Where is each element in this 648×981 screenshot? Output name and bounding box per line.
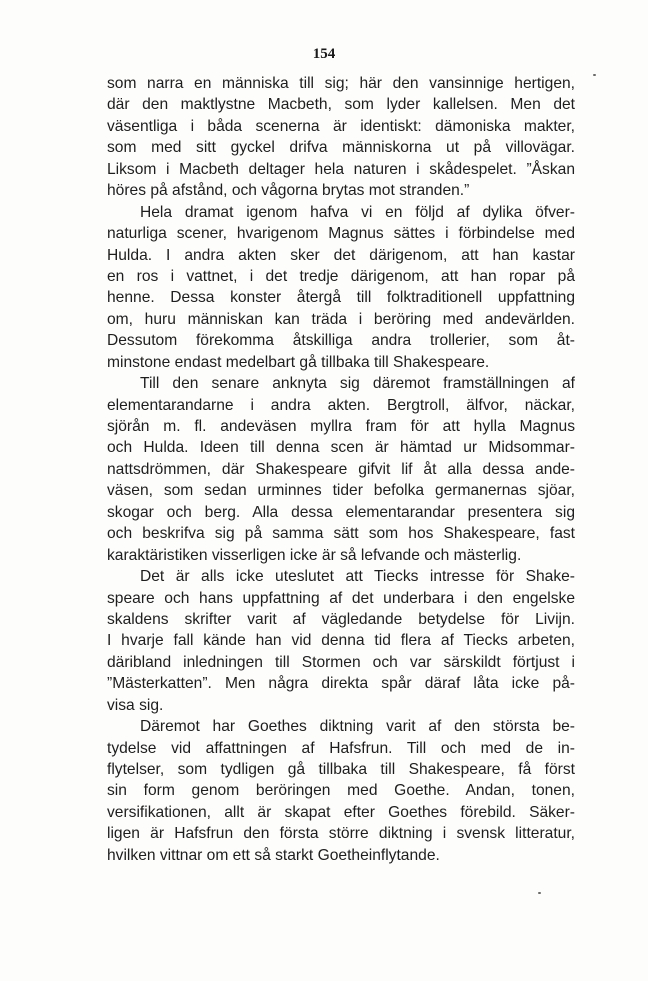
text-line: Hulda. I andra akten sker det därigenom, att han kastar (107, 246, 575, 264)
text-line: Till den senare anknyta sig däremot framställningen af (140, 375, 575, 393)
text-line: höres på afstånd, och vågorna brytas mot stranden.” (107, 182, 470, 200)
text-line: sin form genom beröringen med Goethe. Andan, tonen, (107, 782, 575, 800)
paragraph (107, 202, 575, 374)
text-line: nattsdrömmen, där Shakespeare gifvit lif åt alla dessa ande- (107, 460, 575, 478)
text-line: Hela dramat igenom hafva vi en följd af dylika öfver- (140, 203, 575, 221)
paragraph (107, 716, 575, 866)
text-line: Däremot har Goethes diktning varit af den största be- (140, 718, 575, 736)
paragraph (107, 73, 575, 202)
paragraph (107, 373, 575, 566)
text-line: och Hulda. Ideen till denna scen är hämtad ur Midsommar- (107, 439, 575, 457)
text-line: ”Mästerkatten”. Men några direkta spår däraf låta icke på- (107, 675, 575, 693)
text-line: en ros i vattnet, i det tredje därigenom, att han ropar på (107, 267, 575, 285)
text-line: ligen är Hafsfrun den första större diktning i svensk litteratur, (107, 825, 575, 843)
text-line: visa sig. (107, 696, 164, 714)
text-line: som narra en människa till sig; här den vansinnige hertigen, (107, 75, 575, 92)
text-line: flytelser, som tydligen gå tillbaka till Shakespeare, få först (107, 761, 575, 778)
text-line: Det är alls icke uteslutet att Tiecks intresse för Shake- (140, 568, 575, 586)
text-line: speare och hans uppfattning af det underbara i den engelske (107, 589, 575, 607)
print-speck (538, 892, 541, 894)
text-line: som med sitt gyckel drifva människorna ut på villovägar. (107, 139, 575, 157)
text-line: väsen, som sedan urminnes tider befolka germanernas sjöar, (107, 482, 575, 500)
text-line: skogar och berg. Alla dessa elementarandar presentera sig (107, 503, 575, 521)
text-line: minstone endast medelbart gå tillbaka till Shakespeare. (107, 353, 490, 371)
text-line: karaktäristiken visserligen icke är så lefvande och mästerlig. (107, 546, 522, 564)
text-line: skaldens skrifter varit af vägledande betydelse för Livijn. (107, 610, 575, 628)
text-line: tydelse vid affattningen af Hafsfrun. Till och med de in- (107, 739, 575, 757)
text-line: hvilken vittnar om ett så starkt Goetheinflytande. (107, 846, 440, 864)
page-number: 154 (312, 46, 336, 62)
text-line: däribland inledningen till Stormen och var särskildt förtjust i (107, 653, 575, 671)
text-line: och beskrifva sig på samma sätt som hos Shakespeare, fast (107, 525, 575, 543)
text-line: Liksom i Macbeth deltager hela naturen i skådespelet. ”Åskan (107, 160, 575, 178)
text-line: om, huru människan kan träda i beröring med andevärlden. (107, 310, 575, 328)
text-line: Dessutom förekomma åtskilliga andra trollerier, som åt- (107, 332, 575, 350)
text-line: henne. Dessa konster återgå till folktraditionell uppfattning (107, 289, 575, 307)
paragraph (107, 566, 575, 716)
text-line: naturliga scener, hvarigenom Magnus sättes i förbindelse med (107, 225, 575, 243)
text-line: sjörån m. fl. andeväsen myllra fram för att hylla Magnus (107, 418, 575, 435)
body-text (107, 73, 575, 866)
text-line: I hvarje fall kände han vid denna tid flera af Tiecks arbeten, (107, 632, 575, 650)
text-line: elementarandarne i andra akten. Bergtroll, älfvor, näckar, (107, 396, 575, 414)
text-line: versifikationen, allt är skapat efter Goethes förebild. Säker- (107, 803, 575, 821)
text-line: där den maktlystne Macbeth, som lyder kallelsen. Men det (107, 96, 575, 114)
print-speck (593, 74, 596, 76)
text-line: väsentliga i båda scenerna är identiskt: dämoniska makter, (107, 117, 575, 135)
